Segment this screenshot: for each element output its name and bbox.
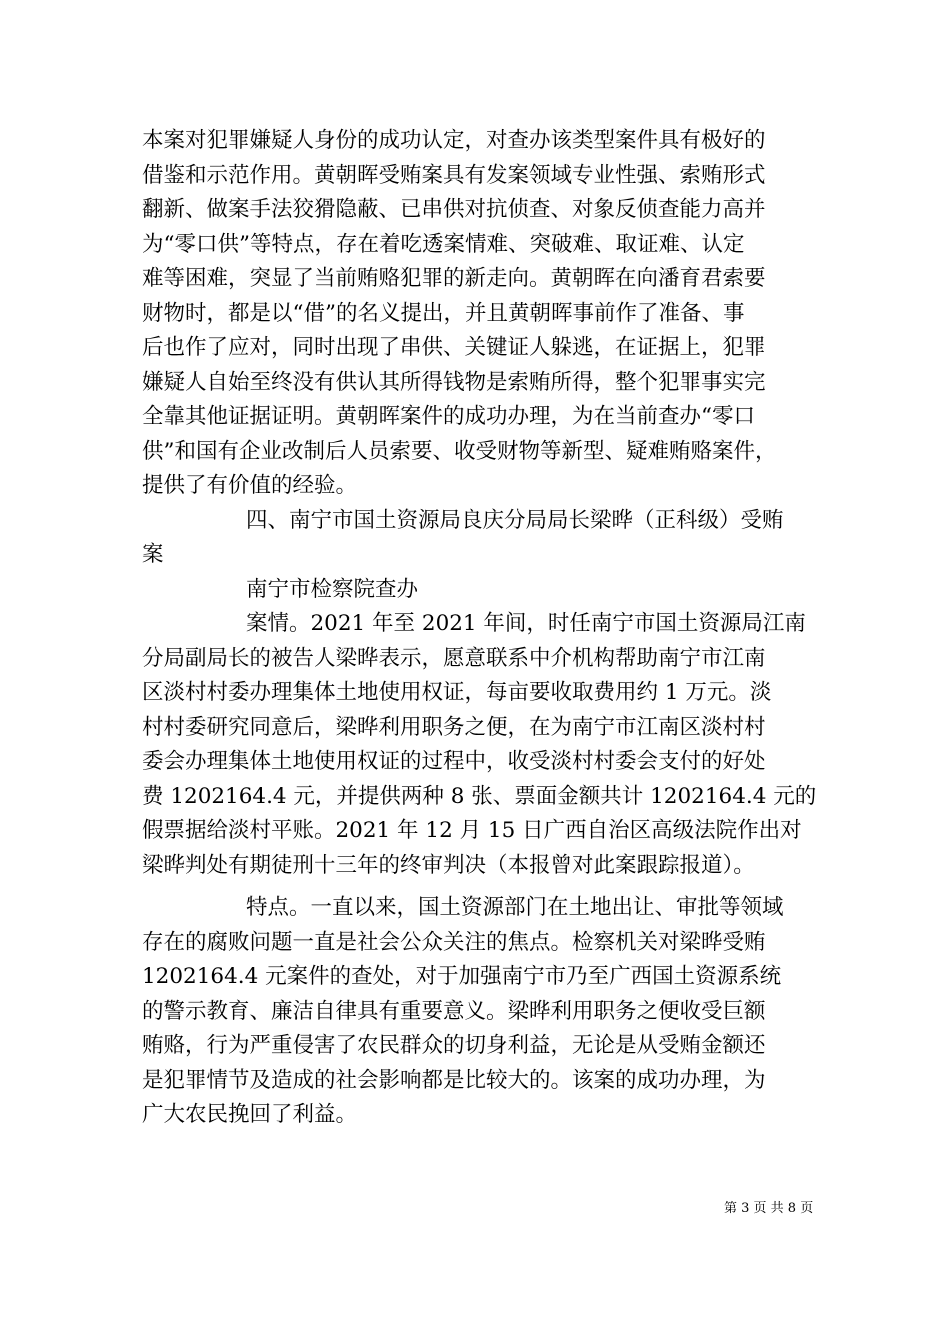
paragraph-line: 的警示教育、廉洁自律具有重要意义。梁晔利用职务之便收受巨额 (142, 998, 766, 1024)
paragraph-line: 难等困难，突显了当前贿赂犯罪的新走向。黄朝晖在向潘育君索要 (142, 266, 766, 291)
paragraph-line: 财物时，都是以“借”的名义提出，并且黄朝晖事前作了准备、事 (142, 300, 745, 326)
paragraph-line: 存在的腐败问题一直是社会公众关注的焦点。检察机关对梁晔受贿 (142, 929, 766, 955)
paragraph-spacer (142, 883, 810, 891)
section-heading-line: 四、南宁市国土资源局良庆分局局长梁晔（正科级）受贿 (246, 507, 784, 533)
paragraph-line: 本案对犯罪嫌疑人身份的成功认定，对查办该类型案件具有极好的 (142, 128, 766, 153)
paragraph-case-facts (142, 607, 817, 883)
paragraph-line: 区淡村村委办理集体土地使用权证，每亩要收取费用约 1 万元。淡 (142, 680, 772, 705)
paragraph-line: 1202164.4 元案件的查处，对于加强南宁市乃至广西国土资源系统 (142, 964, 782, 989)
paragraph-line: 案情。2021 年至 2021 年间，时任南宁市国土资源局江南 (246, 611, 806, 636)
page-number: 第 3 页 共 8 页 (724, 1201, 814, 1216)
investigating-office: 南宁市检察院查办 (246, 576, 419, 602)
paragraph-characteristics (142, 891, 810, 1133)
paragraph-line: 供”和国有企业改制后人员索要、收受财物等新型、疑难贿赂案件， (142, 438, 777, 464)
paragraph-line: 分局副局长的被告人梁晔表示，愿意联系中介机构帮助南宁市江南 (142, 645, 766, 671)
paragraph-line: 贿赂，行为严重侵害了农民群众的切身利益，无论是从受贿金额还 (142, 1033, 766, 1058)
section-heading (142, 504, 810, 573)
paragraph-line: 后也作了应对，同时出现了串供、关键证人躲逃，在证据上，犯罪 (142, 335, 766, 360)
section-heading-line: 案 (142, 542, 164, 567)
paragraph-line: 假票据给淡村平账。2021 年 12 月 15 日广西自治区高级法院作出对 (142, 818, 802, 843)
paragraph-line: 为“零口供”等特点，存在着吃透案情难、突破难、取证难、认定 (142, 231, 745, 257)
paragraph-line: 翻新、做案手法狡猾隐蔽、已串供对抗侦查、对象反侦查能力高并 (142, 197, 766, 222)
paragraph-line: 提供了有价值的经验。 (142, 473, 358, 498)
paragraph-line: 借鉴和示范作用。黄朝晖受贿案具有发案领域专业性强、索贿形式 (142, 162, 766, 188)
paragraph-line: 嫌疑人自始至终没有供认其所得钱物是索贿所得，整个犯罪事实完 (142, 369, 766, 395)
paragraph-line: 广大农民挽回了利益。 (142, 1102, 358, 1127)
paragraph-line: 村村委研究同意后，梁晔利用职务之便，在为南宁市江南区淡村村 (142, 714, 766, 740)
paragraph-line: 委会办理集体土地使用权证的过程中，收受淡村村委会支付的好处 (142, 749, 766, 774)
document-page (142, 124, 817, 1133)
paragraph-line: 费 1202164.4 元，并提供两种 8 张、票面金额共计 1202164.4 元的 (142, 783, 817, 809)
paragraph-line: 是犯罪情节及造成的社会影响都是比较大的。该案的成功办理，为 (142, 1067, 766, 1093)
paragraph-line: 特点。一直以来，国土资源部门在土地出让、审批等领域 (246, 895, 784, 920)
paragraph-line: 全靠其他证据证明。黄朝晖案件的成功办理，为在当前查办“零口 (142, 404, 755, 429)
paragraph-1 (142, 124, 810, 504)
paragraph-line: 梁晔判处有期徒刑十三年的终审判决（本报曾对此案跟踪报道）。 (142, 852, 755, 878)
